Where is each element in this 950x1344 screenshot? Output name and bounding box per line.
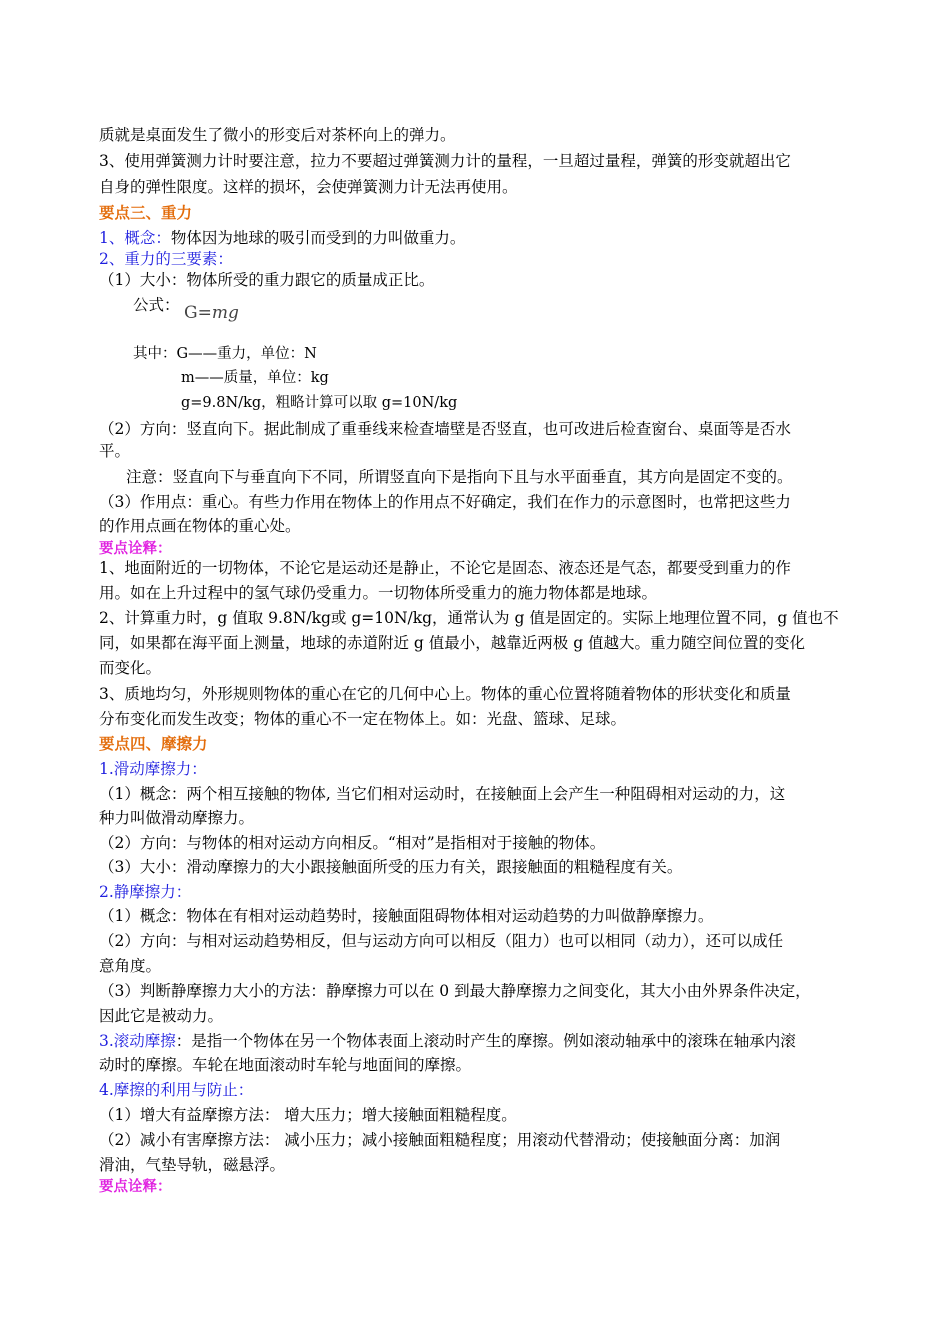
text-line: （3）作用点：重心。有些力作用在物体上的作用点不好确定，我们在作力的示意图时，也常把这些力 <box>99 493 791 511</box>
formula-definition: 其中：G——重力，单位：N <box>133 346 317 362</box>
text-line: 3、使用弹簧测力计时要注意，拉力不要超过弹簧测力计的量程，一旦超过量程，弹簧的形变就超出它 <box>99 152 791 170</box>
formula-definition: g=9.8N/kg，粗略计算可以取 g=10N/kg <box>181 395 458 411</box>
subheading-friction-use: 4.摩擦的利用与防止： <box>99 1081 254 1099</box>
subheading-static-friction: 2.静摩擦力： <box>99 883 192 901</box>
formula-label: 公式： <box>133 296 180 314</box>
text-line: 滑油，气垫导轨，磁悬浮。 <box>99 1156 286 1174</box>
section-heading-gravity: 要点三、重力 <box>99 204 193 222</box>
rolling-friction-text: ：是指一个物体在另一个物体表面上滚动时产生的摩擦。例如滚动轴承中的滚珠在轴承内滚 <box>175 1032 796 1050</box>
subheading-three-elements: 2、重力的三要素： <box>99 250 233 268</box>
formula-definition: m——质量，单位：kg <box>181 370 329 386</box>
text-line: （2）方向：与物体的相对运动方向相反。“相对”是指相对于接触的物体。 <box>99 834 606 852</box>
text-line: 同，如果都在海平面上测量，地球的赤道附近 g 值最小，越靠近两极 g 值越大。重力随空间位置的变化 <box>99 634 806 652</box>
note-heading: 要点诠释： <box>99 1179 172 1195</box>
text-line: 因此它是被动力。 <box>99 1007 224 1025</box>
text-line: （1）增大有益摩擦方法： 增大压力；增大接触面粗糙程度。 <box>99 1106 517 1124</box>
text-line: （2）减小有害摩擦方法： 减小压力；减小接触面粗糙程度；用滚动代替滑动；使接触面分离：加润 <box>99 1131 781 1149</box>
text-line: 自身的弹性限度。这样的损坏，会使弹簧测力计无法再使用。 <box>99 178 518 196</box>
text-line: （1）大小：物体所受的重力跟它的质量成正比。 <box>99 271 435 289</box>
text-line: （1）概念：物体在有相对运动趋势时，接触面阻碍物体相对运动趋势的力叫做静摩擦力。 <box>99 907 714 925</box>
formula-g-mg: G=mg <box>184 303 239 323</box>
text-line: 种力叫做滑动摩擦力。 <box>99 809 255 827</box>
subheading-concept: 1、概念： <box>99 229 171 247</box>
text-line: 用。如在上升过程中的氢气球仍受重力。一切物体所受重力的施力物体都是地球。 <box>99 584 658 602</box>
text-line: 而变化。 <box>99 659 162 677</box>
text-line: 质就是桌面发生了微小的形变后对茶杯向上的弹力。 <box>99 126 456 144</box>
text-line: 注意：竖直向下与垂直向下不同，所谓竖直向下是指向下且与水平面垂直，其方向是固定不变的。 <box>126 468 793 486</box>
text-line: （2）方向：与相对运动趋势相反，但与运动方向可以相反（阻力）也可以相同（动力），还可以成任 <box>99 932 784 950</box>
text-line: 1、地面附近的一切物体，不论它是运动还是静止，不论它是固态、液态还是气态，都要受到重力的作 <box>99 559 791 577</box>
text-line: 3、质地均匀，外形规则物体的重心在它的几何中心上。物体的重心位置将随着物体的形状变化和质量 <box>99 685 791 703</box>
text-line: 动时的摩擦。车轮在地面滚动时车轮与地面间的摩擦。 <box>99 1056 472 1074</box>
text-line: （3）大小：滑动摩擦力的大小跟接触面所受的压力有关，跟接触面的粗糙程度有关。 <box>99 858 683 876</box>
text-line <box>99 1031 796 1051</box>
text-line: （2）方向：竖直向下。据此制成了重垂线来检查墙壁是否竖直，也可改进后检查窗台、桌面等是否水 <box>99 420 791 438</box>
text-line: 意角度。 <box>99 957 162 975</box>
note-heading: 要点诠释： <box>99 541 172 557</box>
text-line: 平。 <box>99 442 131 460</box>
text-line: （1）概念：两个相互接触的物体, 当它们相对运动时，在接触面上会产生一种阻碍相对运动的力，这 <box>99 785 786 803</box>
section-heading-friction: 要点四、摩擦力 <box>99 735 208 753</box>
text-line: （3）判断静摩擦力大小的方法：静摩擦力可以在 0 到最大静摩擦力之间变化，其大小由外界条件决定， <box>99 982 811 1000</box>
text-line: 的作用点画在物体的重心处。 <box>99 517 301 535</box>
subheading-rolling-friction: 3.滚动摩擦 <box>99 1032 176 1050</box>
concept-text: 物体因为地球的吸引而受到的力叫做重力。 <box>170 229 466 247</box>
text-line: 分布变化而发生改变；物体的重心不一定在物体上。如：光盘、篮球、足球。 <box>99 710 627 728</box>
subheading-sliding-friction: 1.滑动摩擦力： <box>99 760 207 778</box>
text-line: 2、计算重力时，g 值取 9.8N/kg或 g=10N/kg，通常认为 g 值是固定的。实际上地理位置不同，g 值也不 <box>99 609 839 627</box>
text-line <box>99 228 465 248</box>
